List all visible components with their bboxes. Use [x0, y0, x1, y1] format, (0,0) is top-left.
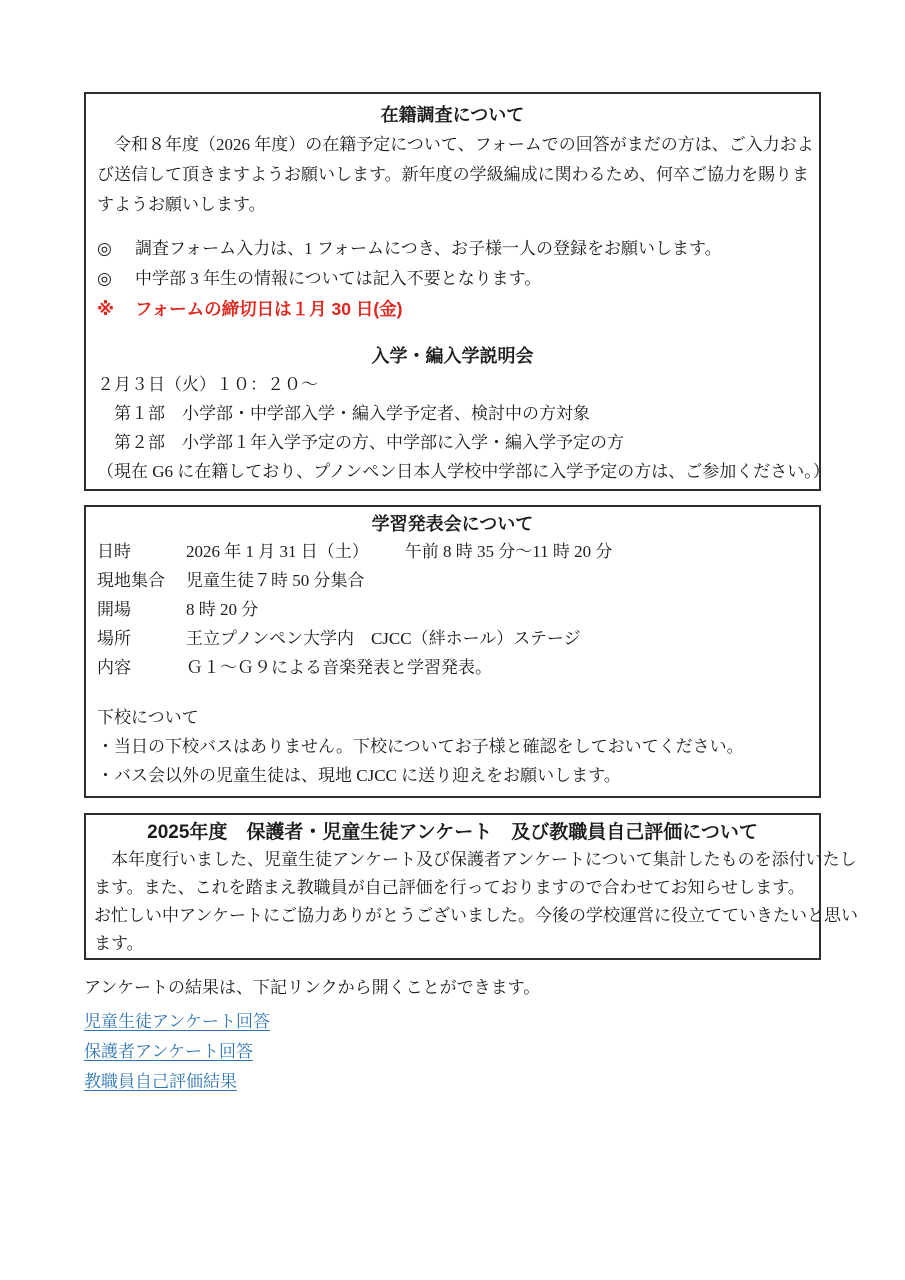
paragraph-line: すようお願いします。 [97, 195, 266, 214]
double-circle-marker: ◎ [97, 239, 112, 258]
info-row-venue [97, 624, 808, 653]
reference-mark: ※ [97, 299, 115, 319]
info-row-datetime [97, 537, 808, 566]
row-value: 王立プノンペン大学内 CJCC（絆ホール）ステージ [186, 629, 581, 648]
paragraph-line: ます。また、これを踏まえ教職員が自己評価を行っておりますので合わせてお知らせします。 [94, 878, 805, 897]
paragraph-line: 令和８年度（2026 年度）の在籍予定について、フォームでの回答がまだの方は、ご入力およ [97, 135, 814, 154]
session-part2: 第２部 小学部１年入学予定の方、中学部に入学・編入学予定の方 [97, 433, 624, 452]
row-label: 場所 [97, 629, 131, 648]
row-value: Ｇ１～Ｇ９による音楽発表と学習発表。 [186, 658, 492, 677]
link-student-survey-results[interactable]: 児童生徒アンケート回答 [84, 1012, 270, 1031]
row-value: 児童生徒７時 50 分集合 [186, 571, 365, 590]
row-value: 8 時 20 分 [186, 600, 259, 619]
survey-links [84, 1007, 821, 1097]
session-note: （現在 G6 に在籍しており、プノンペン日本人学校中学部に入学予定の方は、ご参加ください。） [97, 462, 830, 481]
note-text: 中学部 3 年生の情報については記入不要となります。 [135, 269, 542, 288]
row-label: 日時 [97, 542, 131, 561]
link-staff-self-evaluation-results[interactable]: 教職員自己評価結果 [84, 1072, 237, 1091]
enrollment-survey-paragraph [97, 130, 814, 220]
info-row-meeting [97, 566, 808, 595]
survey-results-title: 2025年度 保護者・児童生徒アンケート 及び教職員自己評価について [147, 822, 758, 843]
row-label: 現地集合 [97, 571, 165, 590]
paragraph-line: お忙しい中アンケートにご協力ありがとうございました。今後の学校運営に役立てていきたいと思い [94, 906, 858, 925]
link-parent-survey-results[interactable]: 保護者アンケート回答 [84, 1042, 253, 1061]
presentation-title: 学習発表会について [371, 514, 534, 534]
note-item [97, 234, 808, 264]
dismissal-bullet: ・当日の下校バスはありません。下校についてお子様と確認をしておいてください。 [97, 737, 744, 756]
dismissal-section [97, 703, 808, 790]
double-circle-marker: ◎ [97, 269, 112, 288]
enrollment-survey-title: 在籍調査について [380, 105, 525, 125]
notice-box-enrollment-survey [84, 92, 830, 491]
paragraph-line: 本年度行いました、児童生徒アンケート及び保護者アンケートについて集計したものを添付いたし [94, 850, 857, 869]
deadline-text: フォームの締切日は１月 30 日(金) [135, 299, 403, 319]
paragraph-line: び送信して頂きますようお願いします。新年度の学級編成に関わるため、何卒ご協力を賜りま [97, 165, 809, 184]
survey-links-section [84, 973, 821, 1097]
survey-results-paragraph [94, 846, 858, 958]
row-value-time: 午前 8 時 35 分～11 時 20 分 [404, 542, 613, 561]
info-row-content [97, 653, 808, 682]
row-value: 2026 年 1 月 31 日（土） [186, 542, 369, 561]
deadline-note [97, 294, 808, 324]
links-intro-text: アンケートの結果は、下記リンクから開くことができます。 [84, 978, 541, 997]
session-datetime: ２月３日（火）１０：２０～ [97, 375, 318, 394]
row-label: 開場 [97, 600, 131, 619]
note-text: 調査フォーム入力は、1 フォームにつき、お子様一人の登録をお願いします。 [135, 239, 722, 258]
admission-session-details [97, 370, 830, 486]
enrollment-survey-notes [97, 234, 808, 324]
dismissal-heading: 下校について [97, 708, 199, 727]
dismissal-bullet: ・バス会以外の児童生徒は、現地 CJCC に送り迎えをお願いします。 [97, 766, 621, 785]
paragraph-line: ます。 [94, 934, 144, 953]
admission-session-title: 入学・編入学説明会 [371, 346, 534, 366]
note-item [97, 264, 808, 294]
notice-box-survey-results [84, 813, 858, 960]
session-part1: 第１部 小学部・中学部入学・編入学予定者、検討中の方対象 [97, 404, 590, 423]
info-row-doors-open [97, 595, 808, 624]
notice-box-presentation [84, 505, 821, 798]
row-label: 内容 [97, 658, 131, 677]
presentation-info-table [97, 537, 808, 682]
